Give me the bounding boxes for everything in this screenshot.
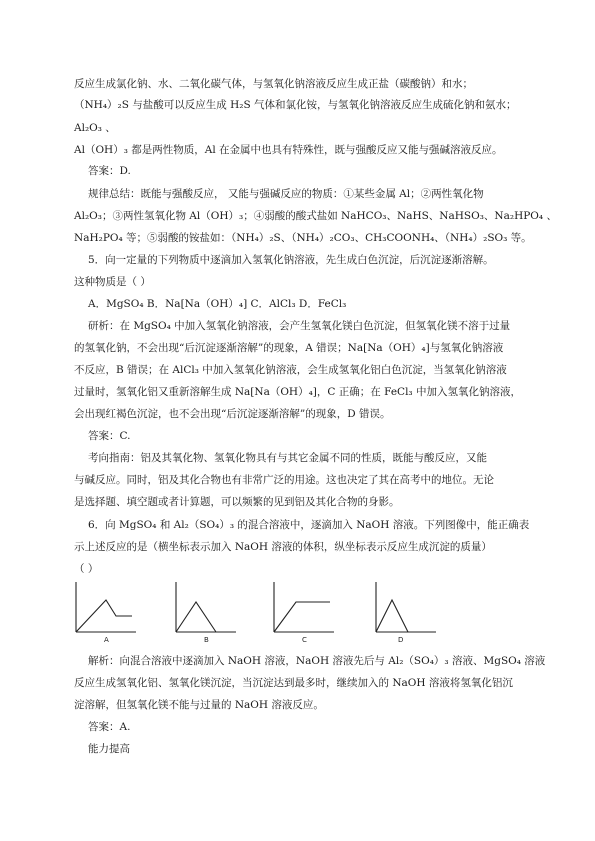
chart-c [272, 580, 342, 644]
text-line-1: 反应生成氯化钠、水、二氧化碳气体，与氢氧化钠溶液反应生成正盐（碳酸钠）和水； [74, 78, 473, 90]
analysis-6-line-2: 反应生成氢氧化铝、氢氧化镁沉淀，当沉淀达到最多时，继续加入的 NaOH 溶液将氢氧化铝沉 [74, 677, 513, 689]
text-line-7: Al₂O₃；③两性氢氧化物 Al（OH）₃；④弱酸的酸式盐如 NaHCO₃、NaHS、NaHSO₃、Na₂HPO₄ 、 [74, 210, 557, 222]
answer-a: 答案：A. [88, 721, 131, 733]
guide-line-1: 考向指南：铝及其氧化物、氢氧化物具有与其它金属不同的性质，既能与酸反应，又能 [88, 452, 487, 464]
chart-c-label: C [302, 636, 307, 644]
question-5-cont: 这种物质是（ ） [74, 276, 151, 288]
guide-line-3: 是选择题、填空题或者计算题，可以频繁的见到铝及其化合物的身影。 [74, 496, 400, 508]
text-line-3: Al₂O₃ 、 [74, 122, 116, 134]
chart-a-curve [76, 600, 132, 632]
guide-line-2: 与碱反应。同时，铝及其化合物也有非常广泛的用途。这也决定了其在高考中的地位。无论 [74, 474, 494, 486]
chart-a [74, 580, 144, 644]
chart-c-curve [274, 602, 330, 632]
chart-b-label: B [204, 636, 209, 644]
question-6: 6．向 MgSO₄ 和 Al₂（SO₄）₃ 的混合溶液中，逐滴加入 NaOH 溶液。下列图像中，能正确表 [88, 519, 530, 531]
chart-d-curve [376, 600, 408, 632]
chart-b [174, 580, 244, 644]
answer-d: 答案：D. [88, 165, 131, 177]
chart-d-label: D [398, 636, 404, 644]
analysis-5-line-5: 会出现红褐色沉淀，也不会出现“后沉淀逐渐溶解”的现象，D 错误。 [74, 408, 391, 420]
analysis-5-line-2: 的氢氧化钠，不会出现“后沉淀逐渐溶解”的现象，A 错误；Na[Na（OH）₄]与氢氧化钠溶液 [74, 342, 504, 354]
question-5-options: A．MgSO₄ B．Na[Na（OH）₄] C．AlCl₃ D．FeCl₃ [88, 298, 347, 310]
question-6-cont: 示上述反应的是（横坐标表示加入 NaOH 溶液的体积，纵坐标表示反应生成沉淀的质量） [74, 541, 492, 553]
text-line-4: Al（OH）₃ 都是两性物质，Al 在金属中也具有特殊性，既与强酸反应又能与强碱溶液反应。 [74, 144, 503, 156]
chart-a-label: A [104, 636, 109, 644]
text-line-2: （NH₄）₂S 与盐酸可以反应生成 H₂S 气体和氯化铵，与氢氧化钠溶液反应生成硫化钠和氨水； [74, 99, 517, 111]
answer-c: 答案：C. [88, 430, 131, 442]
section-heading-ability: 能力提高 [88, 743, 130, 755]
rule-summary: 规律总结：既能与强酸反应， 又能与强碱反应的物质：①某些金属 Al；②两性氧化物 [88, 188, 484, 200]
chart-d [374, 580, 444, 644]
analysis-6-line-3: 淀溶解，但氢氧化镁不能与过量的 NaOH 溶液反应。 [74, 699, 324, 711]
text-line-8: NaH₂PO₄ 等；⑤弱酸的铵盐如：（NH₄）₂S、（NH₄）₂CO₃、CH₃COONH₄、（NH₄）₂SO₃ 等。 [74, 232, 532, 244]
analysis-6-line-1: 解析：向混合溶液中逐滴加入 NaOH 溶液，NaOH 溶液先后与 Al₂（SO₄）₃ 溶液、MgSO₄ 溶液 [88, 655, 546, 667]
analysis-5-line-4: 过量时，氢氧化铝又重新溶解生成 Na[Na（OH）₄]，C 正确；在 FeCl₃ 中加入氢氧化钠溶液， [74, 386, 521, 398]
analysis-5-line-3: 不反应，B 错误；在 AlCl₃ 中加入氢氧化钠溶液，会生成氢氧化铝白色沉淀，当氢氧化钠溶液 [74, 364, 507, 376]
question-5: 5．向一定量的下列物质中逐滴加入氢氧化钠溶液，先生成白色沉淀，后沉淀逐渐溶解。 [88, 254, 494, 266]
analysis-5-line-1: 研析：在 MgSO₄ 中加入氢氧化钠溶液，会产生氢氧化镁白色沉淀，但氢氧化镁不溶于过量 [88, 320, 511, 332]
chart-b-curve [176, 602, 216, 632]
question-6-blank: （ ） [74, 563, 99, 575]
